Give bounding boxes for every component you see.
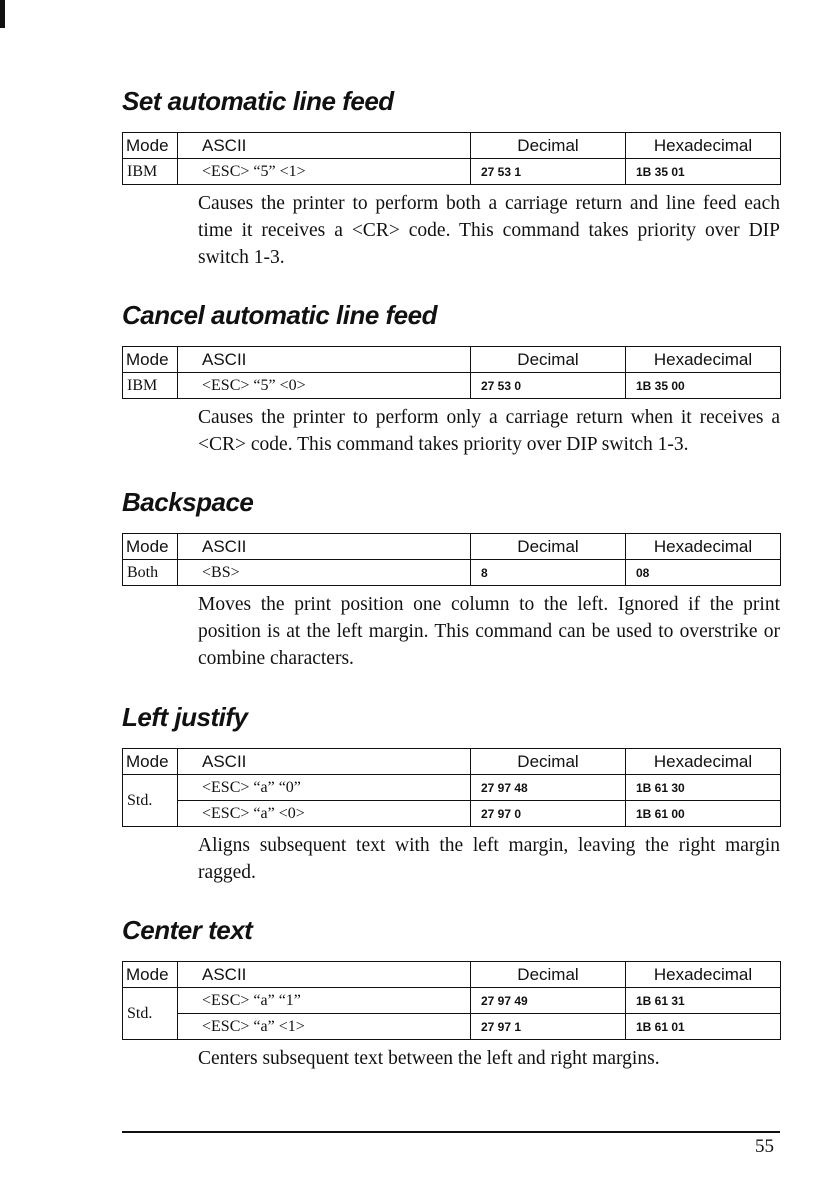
table-header	[123, 749, 781, 775]
table-header	[123, 133, 781, 159]
table-row	[123, 801, 781, 827]
header-decimal: Decimal	[471, 534, 626, 560]
header-decimal: Decimal	[471, 749, 626, 775]
cell-decimal: 27 97 48	[471, 775, 626, 801]
header-mode: Mode	[123, 962, 178, 988]
table-header	[123, 534, 781, 560]
section-set-auto-lf	[122, 84, 780, 271]
header-mode: Mode	[123, 749, 178, 775]
table-row	[123, 1014, 781, 1040]
table-row	[123, 159, 781, 185]
header-hex: Hexadecimal	[626, 534, 781, 560]
command-table	[122, 961, 781, 1040]
cell-hex: 1B 61 00	[626, 801, 781, 827]
page-number: 55	[755, 1136, 774, 1157]
cell-mode: IBM	[123, 373, 178, 399]
table-header	[123, 347, 781, 373]
table-header	[123, 962, 781, 988]
cell-hex: 1B 35 01	[626, 159, 781, 185]
header-ascii: ASCII	[178, 962, 471, 988]
command-table	[122, 132, 781, 185]
cell-ascii: <ESC> “a” <1>	[178, 1014, 471, 1040]
table-row	[123, 775, 781, 801]
section-center-text	[122, 913, 780, 1072]
header-ascii: ASCII	[178, 347, 471, 373]
binding-mark	[0, 0, 5, 28]
cell-mode: Both	[123, 560, 178, 586]
section-description: Moves the print position one column to the left. Ignored if the print position is at the left margin. This command can be used to overstrike or combine characters.	[198, 594, 780, 669]
command-table	[122, 533, 781, 586]
table-row	[123, 560, 781, 586]
cell-decimal: 27 53 0	[471, 373, 626, 399]
cell-hex: 1B 35 00	[626, 373, 781, 399]
section-title: Cancel automatic line feed	[122, 300, 437, 330]
section-description: Aligns subsequent text with the left margin, leaving the right margin ragged.	[198, 835, 780, 883]
section-title: Center text	[122, 915, 253, 945]
command-table	[122, 748, 781, 827]
section-title: Backspace	[122, 487, 254, 517]
command-table	[122, 346, 781, 399]
cell-decimal: 27 97 49	[471, 988, 626, 1014]
section-title: Set automatic line feed	[122, 86, 394, 116]
section-cancel-auto-lf	[122, 298, 780, 458]
header-ascii: ASCII	[178, 133, 471, 159]
header-decimal: Decimal	[471, 962, 626, 988]
header-hex: Hexadecimal	[626, 749, 781, 775]
cell-mode: Std.	[123, 775, 178, 827]
cell-decimal: 27 97 1	[471, 1014, 626, 1040]
header-ascii: ASCII	[178, 749, 471, 775]
header-mode: Mode	[123, 133, 178, 159]
section-left-justify	[122, 700, 780, 886]
section-title: Left justify	[122, 702, 248, 732]
cell-mode: Std.	[123, 988, 178, 1040]
header-mode: Mode	[123, 347, 178, 373]
header-hex: Hexadecimal	[626, 962, 781, 988]
header-hex: Hexadecimal	[626, 347, 781, 373]
cell-decimal: 8	[471, 560, 626, 586]
cell-ascii: <ESC> “a” “0”	[178, 775, 471, 801]
cell-ascii: <ESC> “5” <0>	[178, 373, 471, 399]
cell-hex: 1B 61 30	[626, 775, 781, 801]
cell-hex: 1B 61 31	[626, 988, 781, 1014]
header-hex: Hexadecimal	[626, 133, 781, 159]
section-description: Centers subsequent text between the left and right margins.	[198, 1048, 660, 1069]
section-backspace	[122, 485, 780, 672]
header-decimal: Decimal	[471, 133, 626, 159]
table-row	[123, 988, 781, 1014]
header-ascii: ASCII	[178, 534, 471, 560]
cell-ascii: <ESC> “5” <1>	[178, 159, 471, 185]
cell-hex: 1B 61 01	[626, 1014, 781, 1040]
section-description: Causes the printer to perform both a carriage return and line feed each time it receives a <CR> code. This command takes priority over DIP switch 1-3.	[198, 193, 780, 268]
cell-ascii: <BS>	[178, 560, 471, 586]
table-row	[123, 373, 781, 399]
cell-decimal: 27 97 0	[471, 801, 626, 827]
footer-rule	[122, 1131, 780, 1133]
cell-hex: 08	[626, 560, 781, 586]
header-decimal: Decimal	[471, 347, 626, 373]
cell-mode: IBM	[123, 159, 178, 185]
cell-ascii: <ESC> “a” “1”	[178, 988, 471, 1014]
header-mode: Mode	[123, 534, 178, 560]
cell-ascii: <ESC> “a” <0>	[178, 801, 471, 827]
cell-decimal: 27 53 1	[471, 159, 626, 185]
section-description: Causes the printer to perform only a carriage return when it receives a <CR> code. This command takes priority over DIP switch 1-3.	[198, 407, 780, 455]
